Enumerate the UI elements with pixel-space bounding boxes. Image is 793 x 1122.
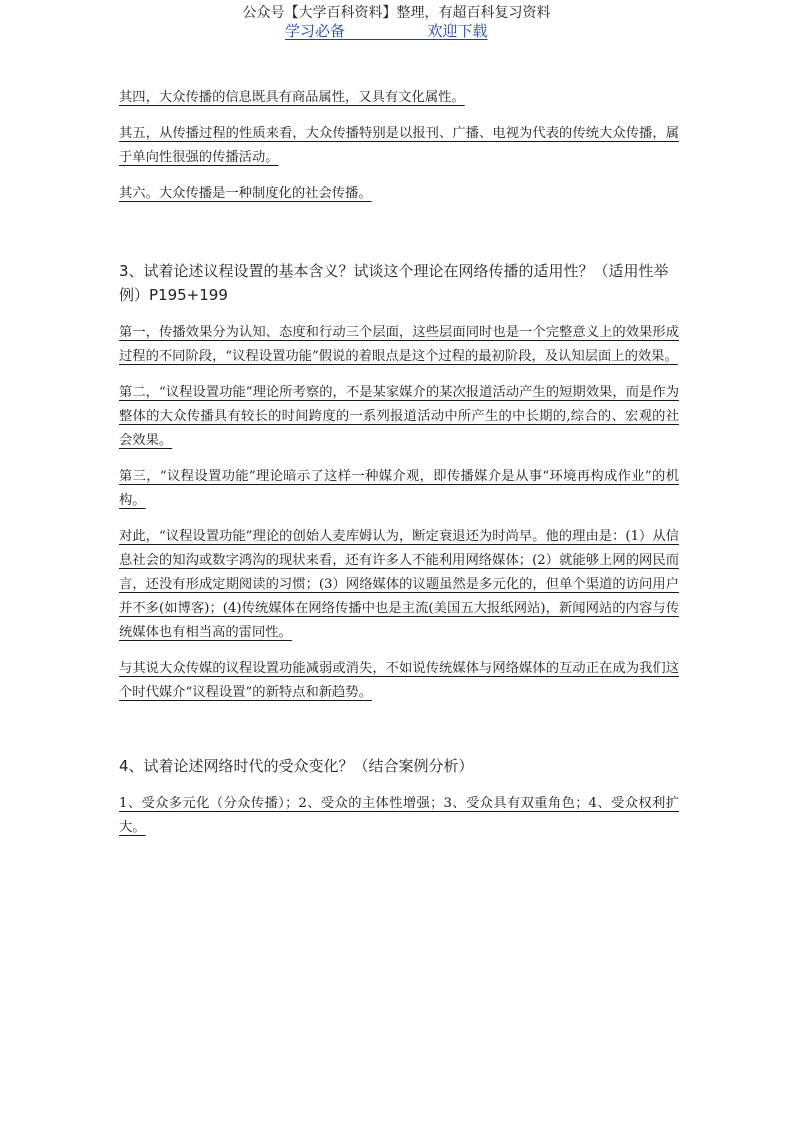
q3-paragraph-first: 第一，传播效果分为认知、态度和行动三个层面，这些层面同时也是一个完整意义上的效果形成过程的不同阶段，“议程设置功能”假说的着眼点是这个过程的最初阶段，及认知层面上的效果。 [119,325,679,364]
q3-paragraph-third: 第三，“议程设置功能”理论暗示了这样一种媒介观，即传播媒介是从事“环境再构成作业”的机构。 [119,469,679,508]
question-3-heading: 3、试着论述议程设置的基本含义？试谈这个理论在网络传播的适用性？（适用性举例）P195+199 [119,262,669,304]
q3-paragraph-second: 第二，“议程设置功能”理论所考察的，不是某家媒介的某次报道活动产生的短期效果，而是作为整体的大众传播具有较长的时间跨度的一系列报道活动中所产生的中长期的,综合的、宏观的社会效果。 [119,385,679,448]
paragraph-point-four: 其四，大众传播的信息既具有商品属性，又具有文化属性。 [119,90,465,105]
page-header-source: 公众号【大学百科资料】整理，有超百科复习资料 [242,5,551,21]
paragraph-point-six: 其六。大众传播是一种制度化的社会传播。 [119,186,372,201]
q3-paragraph-mccombs: 对此，“议程设置功能”理论的创始人麦库姆认为，断定衰退还为时尚早。他的理由是：(1）从信息社会的知沟或数字鸿沟的现状来看，还有许多人不能利用网络媒体；(2）就能够上网的网民而言，还没有形成定期阅读的习惯；(3）网络媒体的议题虽然是多元化的，但单个渠道的访问用户并不多(如博客)；(4)传统媒体在网络传播中也是主流(美国五大报纸网站)，新闻网站的内容与传统媒体也有相当高的雷同性。 [119,529,679,640]
paragraph-point-five: 其五，从传播过程的性质来看，大众传播特别是以报刊、广播、电视为代表的传统大众传播，属于单向性很强的传播活动。 [119,126,679,165]
q4-paragraph-answer: 1、受众多元化（分众传播）；2、受众的主体性增强；3、受众具有双重角色；4、受众权利扩大。 [119,796,679,835]
question-4-heading: 4、试着论述网络时代的受众变化？（结合案例分析） [119,757,474,775]
document-body [119,86,679,852]
q3-paragraph-conclusion: 与其说大众传媒的议程设置功能减弱或消失，不如说传统媒体与网络媒体的互动正在成为我们这个时代媒介“议程设置”的新特点和新趋势。 [119,661,679,700]
page-header-tagline: 学习必备___________欢迎下载 [285,22,488,40]
